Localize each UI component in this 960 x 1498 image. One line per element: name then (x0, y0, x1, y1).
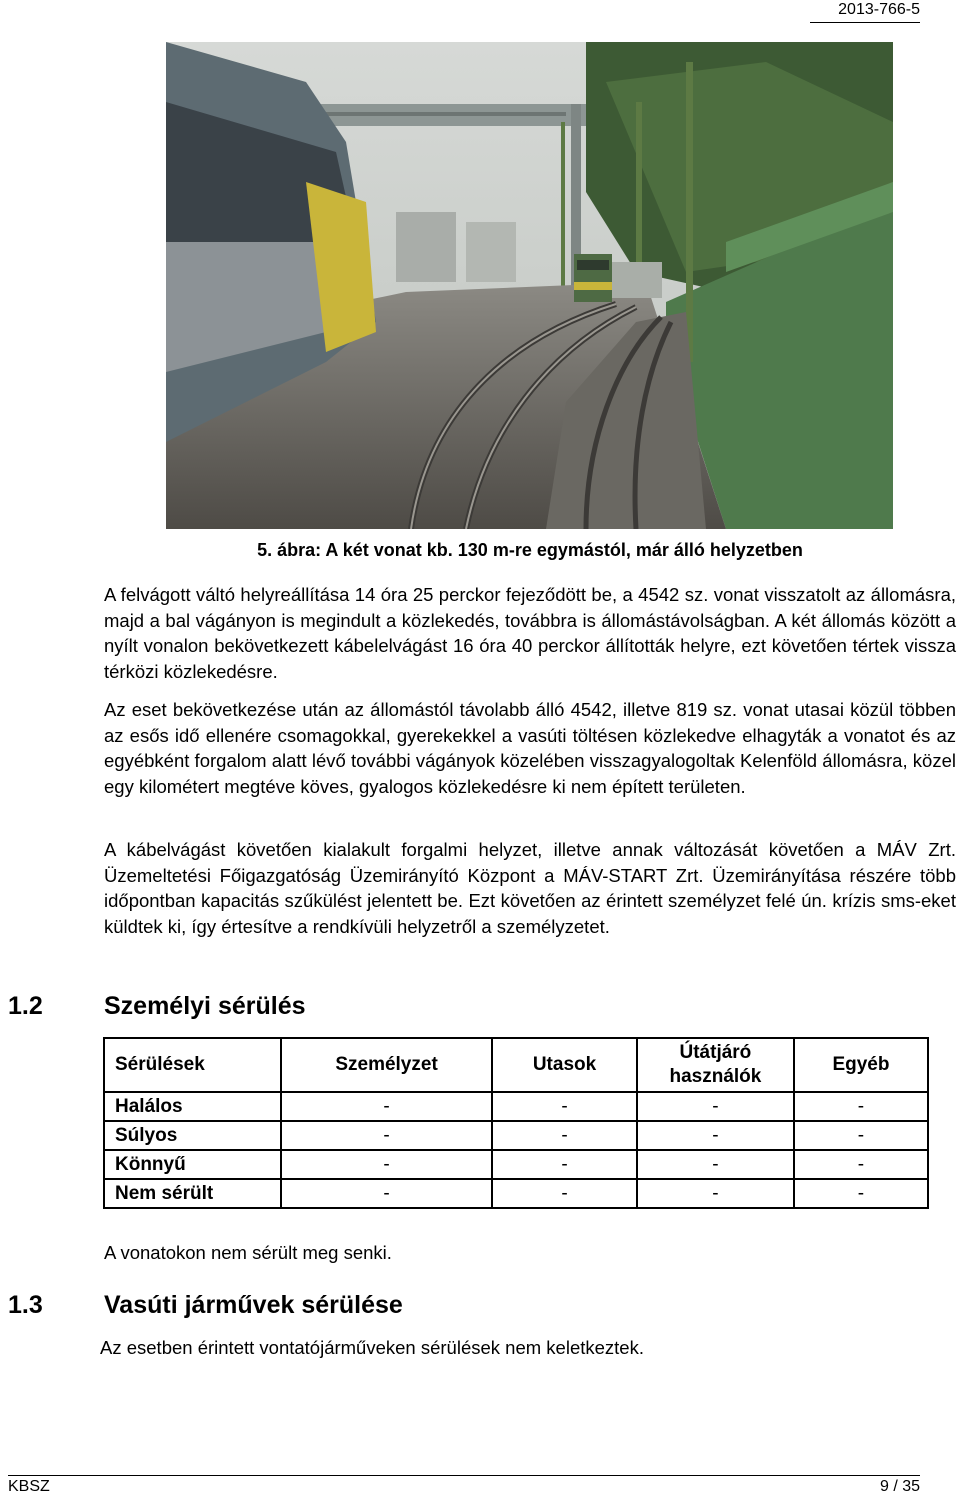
table-cell: - (637, 1150, 794, 1179)
table-row (104, 1179, 928, 1208)
table-header-row (104, 1038, 928, 1092)
table-row (104, 1121, 928, 1150)
section-number-1-3: 1.3 (8, 1291, 43, 1319)
table-header: Utasok (492, 1038, 637, 1092)
page-number: 9 / 35 (879, 1478, 920, 1495)
table-cell: - (281, 1121, 492, 1150)
table-cell: - (492, 1092, 637, 1121)
table-header: Sérülések (104, 1038, 281, 1092)
table-cell: - (794, 1121, 928, 1150)
railway-photo-image (166, 42, 893, 529)
paragraph-1: A felvágott váltó helyreállítása 14 óra 25 perckor fejeződött be, a 4542 sz. vonat visszatolt az állomásra, majd a bal vágányon is megindult a közlekedés, továbbra is állomástávolságban. A két állomás között a nyílt vonalon bekövetkezett kábelelvágást 16 óra 40 perckor állították helyre, ezt követően tértek vissza térközi közlekedésre. (104, 584, 956, 682)
table-cell: - (492, 1150, 637, 1179)
table-cell: - (794, 1092, 928, 1121)
section-title-1-3: Vasúti járművek sérülése (104, 1291, 403, 1319)
table-row (104, 1150, 928, 1179)
table-cell: - (281, 1092, 492, 1121)
table-cell: - (492, 1179, 637, 1208)
injury-note: A vonatokon nem sérült meg senki. (104, 1242, 392, 1263)
injury-table (103, 1037, 929, 1209)
table-cell: Súlyos (104, 1121, 281, 1150)
table-cell: Nem sérült (104, 1179, 281, 1208)
table-header: Egyéb (794, 1038, 928, 1092)
table-cell: - (492, 1121, 637, 1150)
table-row (104, 1092, 928, 1121)
table-cell: - (794, 1179, 928, 1208)
document-id: 2013-766-5 (810, 0, 920, 23)
table-cell: - (637, 1179, 794, 1208)
table-header: Személyzet (281, 1038, 492, 1092)
paragraph-3: A kábelvágást követően kialakult forgalmi helyzet, illetve annak változását követően a MÁV Zrt. Üzemeltetési Főigazgatóság Üzemirányító Központ a MÁV-START Zrt. Üzemirányítása részére több időpontban kapacitás szűkülést jelentett be. Ezt követően az érintett személyzet felé ún. krízis sms-eket küldtek ki, így értesítve a rendkívüli helyzetről a személyzetet. (104, 839, 956, 937)
table-cell: Könnyű (104, 1150, 281, 1179)
footer-organization: KBSZ (8, 1478, 50, 1495)
table-cell: - (637, 1121, 794, 1150)
table-cell: - (794, 1150, 928, 1179)
table-cell: - (281, 1179, 492, 1208)
section-title-1-2: Személyi sérülés (104, 992, 306, 1020)
page-footer (8, 1475, 920, 1498)
paragraph-2: Az eset bekövetkezése után az állomástól távolabb álló 4542, illetve 819 sz. vonat utasai közül többen az esős idő ellenére csomagokkal, gyerekekkel a vasúti töltésen közlekedve elhagyták a vonatot és az egyébként forgalom alatt lévő további vágányok közelében visszagyalogoltak Kelenföld állomásra, közel egy kilométert megtéve köves, gyalogos közlekedésre ki nem épített területen. (104, 699, 956, 797)
table-header: Útátjáró használók (637, 1038, 794, 1092)
table-cell: - (281, 1150, 492, 1179)
table-cell: - (637, 1092, 794, 1121)
figure-caption: 5. ábra: A két vonat kb. 130 m-re egymástól, már álló helyzetben (257, 540, 803, 560)
vehicle-damage-text: Az esetben érintett vontatójárműveken sérülések nem keletkeztek. (100, 1337, 644, 1358)
table-cell: Halálos (104, 1092, 281, 1121)
section-number-1-2: 1.2 (8, 992, 43, 1020)
railway-photo (166, 42, 893, 529)
